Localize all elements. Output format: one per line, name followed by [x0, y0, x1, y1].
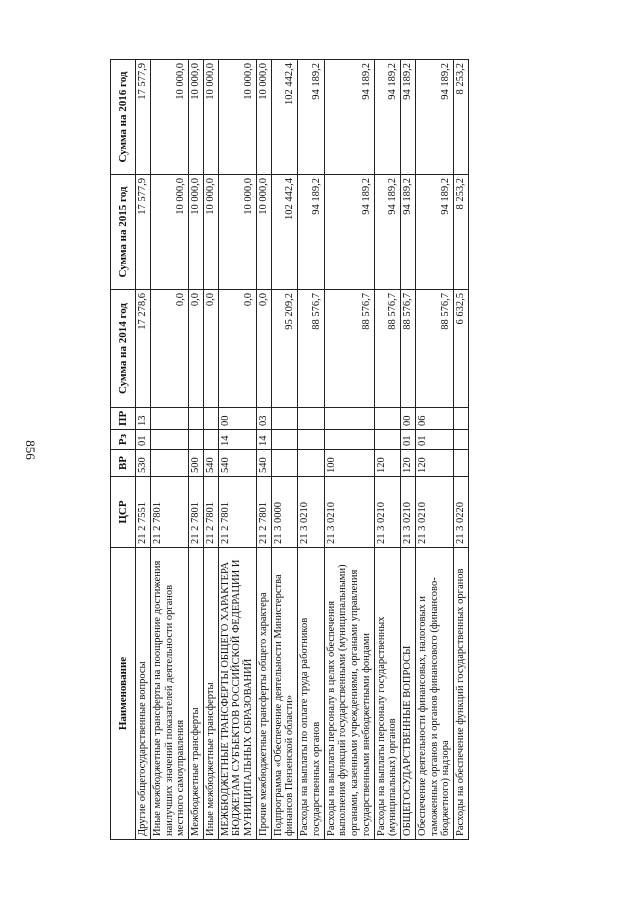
cell-name: Подпрограмма «Обеспечение деятельности Министерства финансов Пензенской области» — [271, 548, 298, 840]
cell-vr: 100 — [324, 450, 374, 477]
table-row — [150, 60, 188, 840]
cell-pr — [150, 408, 188, 430]
cell-rz — [271, 430, 298, 450]
cell-name: МЕЖБЮДЖЕТНЫЕ ТРАНСФЕРТЫ ОБЩЕГО ХАРАКТЕРА БЮДЖЕТАМ СУБЪЕКТОВ РОССИЙСКОЙ ФЕДЕРАЦИИ И МУНИЦИПАЛЬНЫХ ОБРАЗОВАНИЙ — [218, 548, 256, 840]
cell-sum-2015: 10 000,0 — [256, 175, 271, 290]
cell-sum-2014: 88 576,7 — [324, 290, 374, 408]
cell-sum-2014: 88 576,7 — [401, 290, 416, 408]
table-row — [298, 60, 325, 840]
cell-csr: 21 2 7801 — [256, 477, 271, 548]
header-csr: ЦСР — [111, 477, 136, 548]
cell-vr: 500 — [189, 450, 204, 477]
cell-name: Иные межбюджетные трансферты — [203, 548, 218, 840]
cell-sum-2015: 94 189,2 — [324, 175, 374, 290]
cell-pr: 00 — [218, 408, 256, 430]
cell-pr — [454, 408, 469, 430]
cell-rz — [189, 430, 204, 450]
cell-pr: 06 — [415, 408, 453, 430]
header-pr: ПР — [111, 408, 136, 430]
cell-csr: 21 2 7551 — [136, 477, 151, 548]
cell-vr — [454, 450, 469, 477]
cell-sum-2014: 17 278,6 — [136, 290, 151, 408]
cell-name: Прочие межбюджетные трансферты общего характера — [256, 548, 271, 840]
cell-sum-2014: 0,0 — [203, 290, 218, 408]
cell-name: Другие общегосударственные вопросы — [136, 548, 151, 840]
cell-csr: 21 2 7801 — [150, 477, 188, 548]
cell-sum-2016: 8 253,2 — [454, 60, 469, 175]
cell-sum-2015: 94 189,2 — [401, 175, 416, 290]
cell-pr: 00 — [401, 408, 416, 430]
header-vr: ВР — [111, 450, 136, 477]
cell-sum-2015: 17 577,9 — [136, 175, 151, 290]
cell-vr — [150, 450, 188, 477]
cell-vr: 120 — [374, 450, 401, 477]
cell-pr — [189, 408, 204, 430]
cell-sum-2014: 88 576,7 — [298, 290, 325, 408]
cell-vr: 540 — [203, 450, 218, 477]
cell-sum-2016: 94 189,2 — [374, 60, 401, 175]
header-sum-2014: Сумма на 2014 год — [111, 290, 136, 408]
cell-sum-2014: 0,0 — [189, 290, 204, 408]
cell-csr: 21 3 0210 — [298, 477, 325, 548]
cell-vr: 530 — [136, 450, 151, 477]
cell-pr — [271, 408, 298, 430]
cell-vr — [271, 450, 298, 477]
cell-name: Расходы на выплаты по оплате труда работников государственных органов — [298, 548, 325, 840]
header-rz: Рз — [111, 430, 136, 450]
budget-table — [110, 59, 469, 840]
cell-name: ОБЩЕГОСУДАРСТВЕННЫЕ ВОПРОСЫ — [401, 548, 416, 840]
table-row — [203, 60, 218, 840]
cell-sum-2015: 10 000,0 — [203, 175, 218, 290]
cell-sum-2016: 94 189,2 — [324, 60, 374, 175]
cell-sum-2016: 10 000,0 — [218, 60, 256, 175]
cell-csr: 21 2 7801 — [203, 477, 218, 548]
cell-vr: 540 — [218, 450, 256, 477]
cell-rz: 01 — [415, 430, 453, 450]
cell-sum-2016: 17 577,9 — [136, 60, 151, 175]
cell-csr: 21 2 7801 — [189, 477, 204, 548]
cell-rz — [203, 430, 218, 450]
table-row — [454, 60, 469, 840]
cell-csr: 21 2 7801 — [218, 477, 256, 548]
table-row — [256, 60, 271, 840]
cell-pr — [374, 408, 401, 430]
table-row — [189, 60, 204, 840]
cell-csr: 21 3 0220 — [454, 477, 469, 548]
table-row — [401, 60, 416, 840]
cell-sum-2016: 10 000,0 — [189, 60, 204, 175]
cell-name: Расходы на выплаты персоналу государственных (муниципальных) органов — [374, 548, 401, 840]
cell-sum-2015: 10 000,0 — [218, 175, 256, 290]
table-row — [218, 60, 256, 840]
cell-sum-2016: 94 189,2 — [415, 60, 453, 175]
cell-sum-2016: 10 000,0 — [256, 60, 271, 175]
cell-csr: 21 3 0210 — [401, 477, 416, 548]
table-row — [415, 60, 453, 840]
cell-name: Межбюджетные трансферты — [189, 548, 204, 840]
cell-vr: 120 — [415, 450, 453, 477]
cell-sum-2014: 88 576,7 — [415, 290, 453, 408]
cell-csr: 21 3 0210 — [374, 477, 401, 548]
cell-sum-2016: 94 189,2 — [401, 60, 416, 175]
cell-sum-2015: 10 000,0 — [150, 175, 188, 290]
cell-csr: 21 3 0210 — [415, 477, 453, 548]
cell-name: Обеспечение деятельности финансовых, налоговых и таможенных органов и органов финансового (финансово-бюджетного) надзора — [415, 548, 453, 840]
cell-sum-2015: 8 253,2 — [454, 175, 469, 290]
table-row — [136, 60, 151, 840]
cell-sum-2014: 0,0 — [218, 290, 256, 408]
cell-sum-2014: 95 209,2 — [271, 290, 298, 408]
header-name: Наименование — [111, 548, 136, 840]
table-header-row — [111, 60, 136, 840]
cell-sum-2015: 94 189,2 — [298, 175, 325, 290]
cell-sum-2016: 10 000,0 — [150, 60, 188, 175]
cell-vr: 120 — [401, 450, 416, 477]
header-sum-2016: Сумма на 2016 год — [111, 60, 136, 175]
cell-rz: 14 — [218, 430, 256, 450]
cell-pr — [203, 408, 218, 430]
cell-csr: 21 3 0210 — [324, 477, 374, 548]
cell-pr — [298, 408, 325, 430]
cell-csr: 21 3 0000 — [271, 477, 298, 548]
cell-sum-2015: 10 000,0 — [189, 175, 204, 290]
cell-vr: 540 — [256, 450, 271, 477]
cell-rz — [150, 430, 188, 450]
cell-rz: 01 — [136, 430, 151, 450]
cell-rz — [454, 430, 469, 450]
cell-sum-2015: 102 442,4 — [271, 175, 298, 290]
table-row — [374, 60, 401, 840]
header-sum-2015: Сумма на 2015 год — [111, 175, 136, 290]
cell-sum-2014: 6 632,5 — [454, 290, 469, 408]
rotated-table-wrapper — [110, 60, 530, 840]
cell-name: Расходы на обеспечение функций государственных органов — [454, 548, 469, 840]
cell-sum-2014: 0,0 — [150, 290, 188, 408]
cell-sum-2014: 0,0 — [256, 290, 271, 408]
cell-vr — [298, 450, 325, 477]
cell-rz: 14 — [256, 430, 271, 450]
cell-rz — [374, 430, 401, 450]
cell-name: Расходы на выплаты персоналу в целях обеспечения выполнения функций государственными (муниципальными) органами, казенными учреждениями, органами управления государственными внебюджетными фондами — [324, 548, 374, 840]
table-row — [324, 60, 374, 840]
cell-sum-2016: 102 442,4 — [271, 60, 298, 175]
cell-pr: 03 — [256, 408, 271, 430]
table-row — [271, 60, 298, 840]
cell-sum-2014: 88 576,7 — [374, 290, 401, 408]
cell-sum-2015: 94 189,2 — [374, 175, 401, 290]
cell-sum-2016: 10 000,0 — [203, 60, 218, 175]
cell-sum-2016: 94 189,2 — [298, 60, 325, 175]
cell-rz: 01 — [401, 430, 416, 450]
page-number: 856 — [22, 440, 38, 460]
cell-pr — [324, 408, 374, 430]
cell-rz — [298, 430, 325, 450]
cell-name: Иные межбюджетные трансферты на поощрение достижения наилучших значений показателей деятельности органов местного самоуправления — [150, 548, 188, 840]
cell-rz — [324, 430, 374, 450]
cell-pr: 13 — [136, 408, 151, 430]
cell-sum-2015: 94 189,2 — [415, 175, 453, 290]
